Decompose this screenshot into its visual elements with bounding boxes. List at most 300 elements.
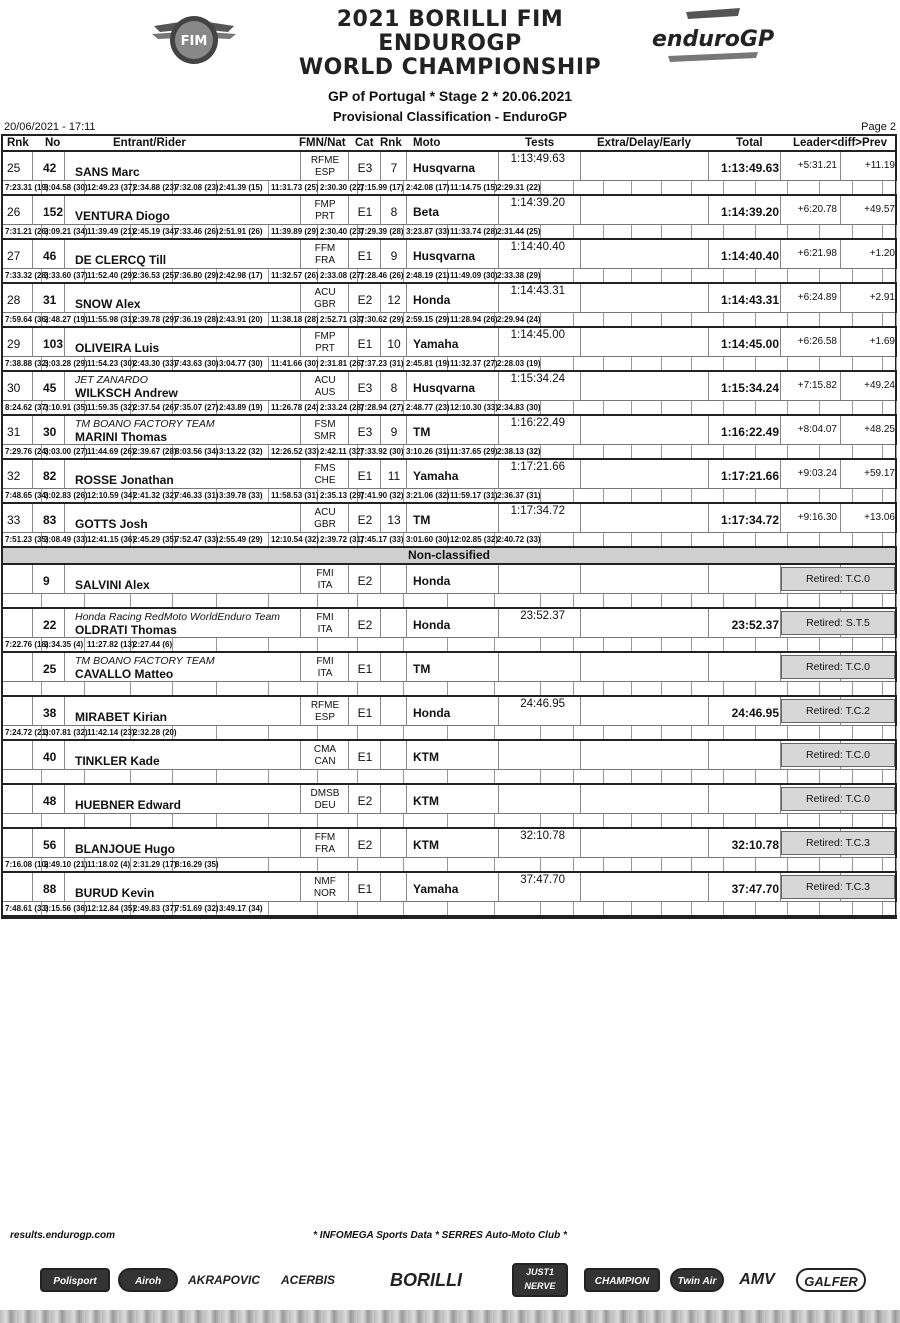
rider-number: 46 — [43, 249, 57, 263]
lap-time-empty — [574, 445, 604, 458]
lap-time: 7:29.76 (24) — [5, 447, 49, 456]
sponsor-logo: ACERBIS — [280, 1273, 335, 1287]
lap-times-row — [3, 594, 895, 607]
rider-name: TINKLER Kade — [75, 754, 160, 768]
lap-time: 2:31.29 (17) — [133, 860, 177, 869]
lap-time-empty — [820, 682, 853, 695]
rider-category: E1 — [357, 337, 373, 351]
col-fmn: FMN/Nat — [299, 137, 346, 149]
rider-number: 88 — [43, 882, 57, 896]
rider-category: E1 — [357, 469, 373, 483]
lap-time-empty — [604, 269, 632, 282]
lap-time — [448, 594, 495, 607]
lap-time-empty — [541, 313, 574, 326]
lap-time-empty — [574, 814, 604, 827]
lap-time-empty — [574, 858, 604, 871]
cell-extra — [581, 829, 709, 858]
rider-name: VENTURA Diogo — [75, 209, 170, 223]
rider-team: JET ZANARDO — [75, 374, 148, 386]
lap-time-empty — [853, 313, 883, 326]
lap-time: 2:39.67 (28) — [133, 447, 177, 456]
lap-time-empty — [692, 902, 724, 915]
total-time: 1:17:21.66 — [720, 469, 779, 483]
lap-time: 7:32.08 (23) — [175, 183, 219, 192]
lap-time-empty — [820, 533, 853, 546]
rider-row-main — [3, 372, 895, 401]
lap-time-empty — [724, 489, 756, 502]
rider-row-main — [3, 653, 895, 682]
cell-extra — [581, 697, 709, 726]
rider-row-main — [3, 152, 895, 181]
rider-federation: ACU — [314, 507, 336, 518]
lap-time — [448, 770, 495, 783]
col-no: No — [45, 137, 61, 149]
lap-time — [448, 726, 495, 739]
cell-rnk — [3, 565, 33, 594]
lap-time: 11:59.35 (32) — [87, 403, 135, 412]
lap-time-empty — [788, 682, 820, 695]
lap-time: 2:31.81 (26) — [320, 359, 364, 368]
lap-time: 2:52.71 (33) — [320, 315, 364, 324]
lap-time-empty — [756, 489, 788, 502]
lap-time-empty — [632, 357, 662, 370]
lap-time-empty — [632, 682, 662, 695]
lap-time-empty — [541, 594, 574, 607]
total-time: 1:14:40.40 — [720, 249, 779, 263]
cell-extra — [581, 284, 709, 313]
lap-time: 2:43.30 (33) — [133, 359, 177, 368]
lap-time: 7:30.62 (29) — [360, 315, 404, 324]
lap-time-empty — [662, 682, 692, 695]
lap-time-empty — [853, 682, 883, 695]
lap-time: 2:35.13 (29) — [320, 491, 364, 500]
rider-category: E2 — [357, 618, 373, 632]
lap-time — [318, 858, 358, 871]
lap-time-empty — [788, 269, 820, 282]
rider-nationality: ITA — [317, 668, 333, 679]
lap-time-empty — [820, 489, 853, 502]
sponsor-logo: Twin Air — [670, 1268, 724, 1292]
lap-time-empty — [853, 533, 883, 546]
lap-time: 12:41.15 (36) — [87, 535, 136, 544]
lap-time-empty — [724, 814, 756, 827]
lap-time: 3:13.22 (32) — [217, 445, 269, 458]
lap-time — [404, 858, 448, 871]
lap-time-empty — [632, 814, 662, 827]
lap-times-row — [3, 726, 895, 739]
rider-motorcycle: Yamaha — [413, 337, 459, 351]
category-rank: 8 — [390, 381, 398, 395]
page-header — [0, 0, 900, 80]
lap-time — [495, 858, 541, 871]
rider-category: E2 — [357, 838, 373, 852]
gap-to-previous: +2.91 — [869, 292, 895, 303]
lap-time-empty — [724, 726, 756, 739]
lap-time — [448, 902, 495, 915]
cell-rnk — [3, 697, 33, 726]
rider-position: 26 — [7, 205, 21, 219]
lap-time — [85, 594, 131, 607]
lap-time-empty — [853, 726, 883, 739]
lap-time-empty — [853, 181, 883, 194]
lap-time — [404, 770, 448, 783]
lap-time-empty — [853, 594, 883, 607]
cell-extra — [581, 416, 709, 445]
lap-time-empty — [632, 902, 662, 915]
lap-time — [318, 682, 358, 695]
lap-time-empty — [756, 181, 788, 194]
lap-time — [448, 814, 495, 827]
lap-time-empty — [632, 594, 662, 607]
lap-time-empty — [853, 638, 883, 651]
lap-time-empty — [820, 225, 853, 238]
lap-time — [217, 814, 269, 827]
rider-category: E2 — [357, 293, 373, 307]
lap-time — [3, 594, 42, 607]
rider-nationality: NOR — [313, 888, 337, 899]
rider-row-main — [3, 284, 895, 313]
lap-time: 11:39.89 (29) — [271, 227, 319, 236]
lap-time-empty — [604, 682, 632, 695]
lap-time — [269, 638, 318, 651]
cell-extra — [581, 196, 709, 225]
cell-rnk — [3, 829, 33, 858]
rider-motorcycle: Yamaha — [413, 882, 459, 896]
lap-time: 11:44.69 (26) — [87, 447, 135, 456]
rider-row-main — [3, 741, 895, 770]
col-extra: Extra/Delay/Early — [597, 137, 691, 149]
lap-time-empty — [883, 638, 897, 651]
lap-time: 7:33.32 (28) — [5, 271, 49, 280]
rider-nationality: SMR — [313, 431, 337, 442]
lap-time-empty — [574, 181, 604, 194]
lap-time-empty — [632, 269, 662, 282]
lap-time: 12:12.84 (35) — [87, 904, 136, 913]
lap-times-row — [3, 682, 895, 695]
lap-time-empty — [692, 225, 724, 238]
cell-tests — [499, 785, 581, 814]
lap-time-empty — [883, 858, 897, 871]
cell-total — [709, 565, 781, 594]
lap-time — [358, 594, 404, 607]
rider-motorcycle: TM — [413, 425, 431, 439]
lap-time: 7:37.23 (31) — [360, 359, 404, 368]
lap-time-empty — [788, 357, 820, 370]
lap-time-empty — [574, 726, 604, 739]
lap-time-empty — [541, 638, 574, 651]
lap-time — [495, 638, 541, 651]
lap-time: 3:21.06 (32) — [406, 491, 450, 500]
lap-time: 11:37.65 (29) — [450, 447, 498, 456]
lap-time — [404, 682, 448, 695]
rider-nationality: ITA — [317, 624, 333, 635]
status-badge: Retired: S.T.5 — [781, 611, 895, 635]
lap-time: 12:26.52 (33) — [271, 447, 320, 456]
rider-motorcycle: Honda — [413, 618, 451, 632]
rider-name: GOTTS Josh — [75, 517, 148, 531]
lap-time-empty — [788, 770, 820, 783]
svg-text:enduroGP: enduroGP — [651, 27, 775, 52]
rider-row-main — [3, 829, 895, 858]
lap-time-empty — [692, 638, 724, 651]
rider-number: 82 — [43, 469, 57, 483]
lap-time: 7:51.23 (35) — [5, 535, 49, 544]
lap-time — [269, 726, 318, 739]
rider-nationality: GBR — [314, 299, 336, 310]
total-time: 32:10.78 — [731, 838, 779, 852]
lap-time: 7:35.07 (27) — [175, 403, 219, 412]
lap-time: 2:31.44 (25) — [497, 227, 541, 236]
lap-time: 11:55.98 (31) — [87, 315, 135, 324]
event-subtitle: Provisional Classification - EnduroGP — [332, 109, 568, 124]
lap-time: 8:16.29 (35) — [175, 860, 219, 869]
tests-time: 1:14:45.00 — [510, 329, 565, 341]
lap-time — [358, 814, 404, 827]
lap-time: 11:54.23 (30) — [87, 359, 135, 368]
lap-time-empty — [541, 489, 574, 502]
lap-time-empty — [756, 533, 788, 546]
lap-times-row — [3, 814, 895, 827]
lap-time — [42, 770, 85, 783]
lap-time-empty — [632, 445, 662, 458]
lap-time — [173, 726, 217, 739]
cell-rnk — [3, 785, 33, 814]
event-heading — [0, 88, 900, 125]
lap-time — [173, 638, 217, 651]
rider-motorcycle: KTM — [413, 838, 439, 852]
lap-time-empty — [883, 181, 897, 194]
lap-time: 7:51.69 (32) — [175, 904, 219, 913]
lap-time-empty — [604, 858, 632, 871]
lap-time: 7:28.46 (26) — [360, 271, 404, 280]
gap-to-previous: +49.24 — [864, 380, 895, 391]
lap-time: 3:02.83 (26) — [44, 491, 88, 500]
lap-time — [131, 682, 173, 695]
lap-time-empty — [541, 682, 574, 695]
lap-time: 7:41.90 (32) — [360, 491, 404, 500]
lap-time: 3:49.17 (34) — [217, 902, 269, 915]
lap-time-empty — [541, 902, 574, 915]
gap-to-leader: +6:24.89 — [797, 292, 837, 303]
lap-time-empty — [853, 814, 883, 827]
lap-time-empty — [662, 269, 692, 282]
lap-time: 11:42.14 (23) — [87, 728, 135, 737]
lap-time: 7:23.31 (19) — [5, 183, 49, 192]
lap-time-empty — [883, 770, 897, 783]
rider-motorcycle: TM — [413, 513, 431, 527]
lap-time — [85, 682, 131, 695]
rider-name: SALVINI Alex — [75, 578, 150, 592]
lap-time: 2:48.19 (21) — [406, 271, 450, 280]
championship-title — [280, 8, 620, 80]
lap-time — [404, 594, 448, 607]
lap-time — [269, 682, 318, 695]
lap-time-empty — [662, 726, 692, 739]
lap-time-empty — [541, 225, 574, 238]
rider-row — [3, 196, 895, 240]
lap-time-empty — [724, 401, 756, 414]
tests-time: 1:17:21.66 — [510, 461, 565, 473]
rider-category: E3 — [357, 425, 373, 439]
lap-time: 2:43.89 (19) — [217, 401, 269, 414]
lap-time-empty — [756, 594, 788, 607]
gap-to-leader: +6:21.98 — [797, 248, 837, 259]
rider-federation: CMA — [313, 744, 337, 755]
cell-extra — [581, 152, 709, 181]
rider-federation: ACU — [314, 287, 336, 298]
lap-time-empty — [574, 313, 604, 326]
rider-motorcycle: TM — [413, 662, 431, 676]
lap-time-empty — [541, 533, 574, 546]
rider-name: SNOW Alex — [75, 297, 141, 311]
rider-nationality: FRA — [315, 255, 335, 266]
lap-time — [448, 682, 495, 695]
lap-time: 2:32.28 (20) — [133, 728, 177, 737]
lap-time-empty — [883, 726, 897, 739]
rider-number: 48 — [43, 794, 57, 808]
rider-row-main — [3, 609, 895, 638]
lap-time-empty — [662, 814, 692, 827]
lap-time-empty — [756, 225, 788, 238]
rider-position: 28 — [7, 293, 21, 307]
lap-time: 11:38.18 (28) — [271, 315, 319, 324]
lap-time — [217, 858, 269, 871]
rider-row — [3, 152, 895, 196]
lap-time: 2:42.98 (17) — [217, 269, 269, 282]
lap-time-empty — [756, 682, 788, 695]
lap-time-empty — [883, 594, 897, 607]
lap-time-empty — [724, 638, 756, 651]
gap-to-previous: +49.57 — [864, 204, 895, 215]
rider-name: OLDRATI Thomas — [75, 623, 177, 637]
sponsor-logo: JUST1 NERVE — [512, 1263, 568, 1297]
lap-time-empty — [820, 638, 853, 651]
lap-time: 11:26.78 (24) — [271, 403, 319, 412]
lap-time-empty — [662, 489, 692, 502]
tests-time: 32:10.78 — [520, 830, 565, 842]
col-leader: Leader<diff>Prev — [793, 137, 887, 149]
lap-time-empty — [692, 533, 724, 546]
rider-name: BURUD Kevin — [75, 886, 155, 900]
lap-time — [404, 902, 448, 915]
rider-row-main — [3, 504, 895, 533]
lap-time-empty — [632, 638, 662, 651]
lap-time-empty — [724, 770, 756, 783]
gap-to-previous: +48.25 — [864, 424, 895, 435]
page-number: Page 2 — [861, 121, 896, 133]
lap-time — [495, 726, 541, 739]
rider-nationality: CAN — [314, 756, 336, 767]
lap-time: 7:59.64 (36) — [5, 315, 49, 324]
rider-row-main — [3, 460, 895, 489]
gap-to-leader: +9:16.30 — [797, 512, 837, 523]
status-badge: Retired: T.C.0 — [781, 567, 895, 591]
status-badge: Retired: T.C.3 — [781, 875, 895, 899]
lap-time-empty — [788, 533, 820, 546]
lap-time — [448, 638, 495, 651]
classified-rows — [3, 152, 895, 548]
category-rank: 9 — [390, 425, 398, 439]
cell-extra — [581, 741, 709, 770]
lap-time-empty — [692, 401, 724, 414]
lap-time — [318, 726, 358, 739]
lap-time: 2:29.94 (24) — [497, 315, 541, 324]
lap-time-empty — [756, 770, 788, 783]
lap-time — [42, 682, 85, 695]
rider-row — [3, 284, 895, 328]
lap-time — [269, 814, 318, 827]
lap-time-empty — [574, 682, 604, 695]
lap-time: 7:33.92 (30) — [360, 447, 404, 456]
rider-number: 56 — [43, 838, 57, 852]
lap-time: 2:49.10 (21) — [44, 860, 88, 869]
lap-times-row — [3, 401, 895, 414]
lap-time-empty — [604, 726, 632, 739]
lap-time-empty — [788, 313, 820, 326]
lap-time-empty — [574, 638, 604, 651]
lap-time — [318, 814, 358, 827]
rider-nationality: FRA — [315, 844, 335, 855]
cell-extra — [581, 504, 709, 533]
cell-extra — [581, 328, 709, 357]
lap-time-empty — [724, 313, 756, 326]
lap-time-empty — [853, 269, 883, 282]
lap-time: 7:36.80 (29) — [175, 271, 219, 280]
total-time: 37:47.70 — [731, 882, 779, 896]
lap-time-empty — [692, 594, 724, 607]
tests-time: 24:46.95 — [520, 698, 565, 710]
rider-position: 33 — [7, 513, 21, 527]
lap-time-empty — [883, 269, 897, 282]
lap-time: 7:29.39 (28) — [360, 227, 404, 236]
lap-time-empty — [662, 858, 692, 871]
rider-nationality: ESP — [314, 712, 335, 723]
sponsor-logo: AMV — [739, 1271, 775, 1288]
col-total: Total — [736, 137, 763, 149]
lap-time — [85, 814, 131, 827]
lap-time-empty — [574, 902, 604, 915]
lap-time — [495, 682, 541, 695]
lap-time: 2:39.72 (31) — [320, 535, 364, 544]
cell-rk — [381, 741, 407, 770]
lap-time — [404, 814, 448, 827]
rider-federation: DMSB — [310, 788, 340, 799]
cell-tests — [499, 741, 581, 770]
rider-federation: FMI — [316, 656, 334, 667]
lap-time — [358, 858, 404, 871]
lap-time: 3:03.00 (27) — [44, 447, 88, 456]
lap-time-empty — [883, 814, 897, 827]
lap-time-empty — [662, 770, 692, 783]
rider-name: MARINI Thomas — [75, 430, 168, 444]
lap-time: 2:48.77 (23) — [406, 403, 450, 412]
lap-time: 7:28.94 (27) — [360, 403, 404, 412]
lap-time-empty — [604, 902, 632, 915]
lap-time-empty — [662, 181, 692, 194]
rider-federation: FFM — [314, 243, 336, 254]
lap-time-empty — [820, 269, 853, 282]
lap-time: 7:22.76 (18) — [5, 640, 49, 649]
lap-times-row — [3, 181, 895, 194]
lap-time: 11:59.17 (31) — [450, 491, 498, 500]
rider-row — [3, 785, 895, 829]
lap-time: 11:41.66 (30) — [271, 359, 319, 368]
lap-time-empty — [788, 726, 820, 739]
rider-name: DE CLERCQ Till — [75, 253, 167, 267]
rider-federation: FMP — [314, 199, 336, 210]
lap-time-empty — [788, 814, 820, 827]
lap-time: 8:03.56 (34) — [175, 447, 219, 456]
